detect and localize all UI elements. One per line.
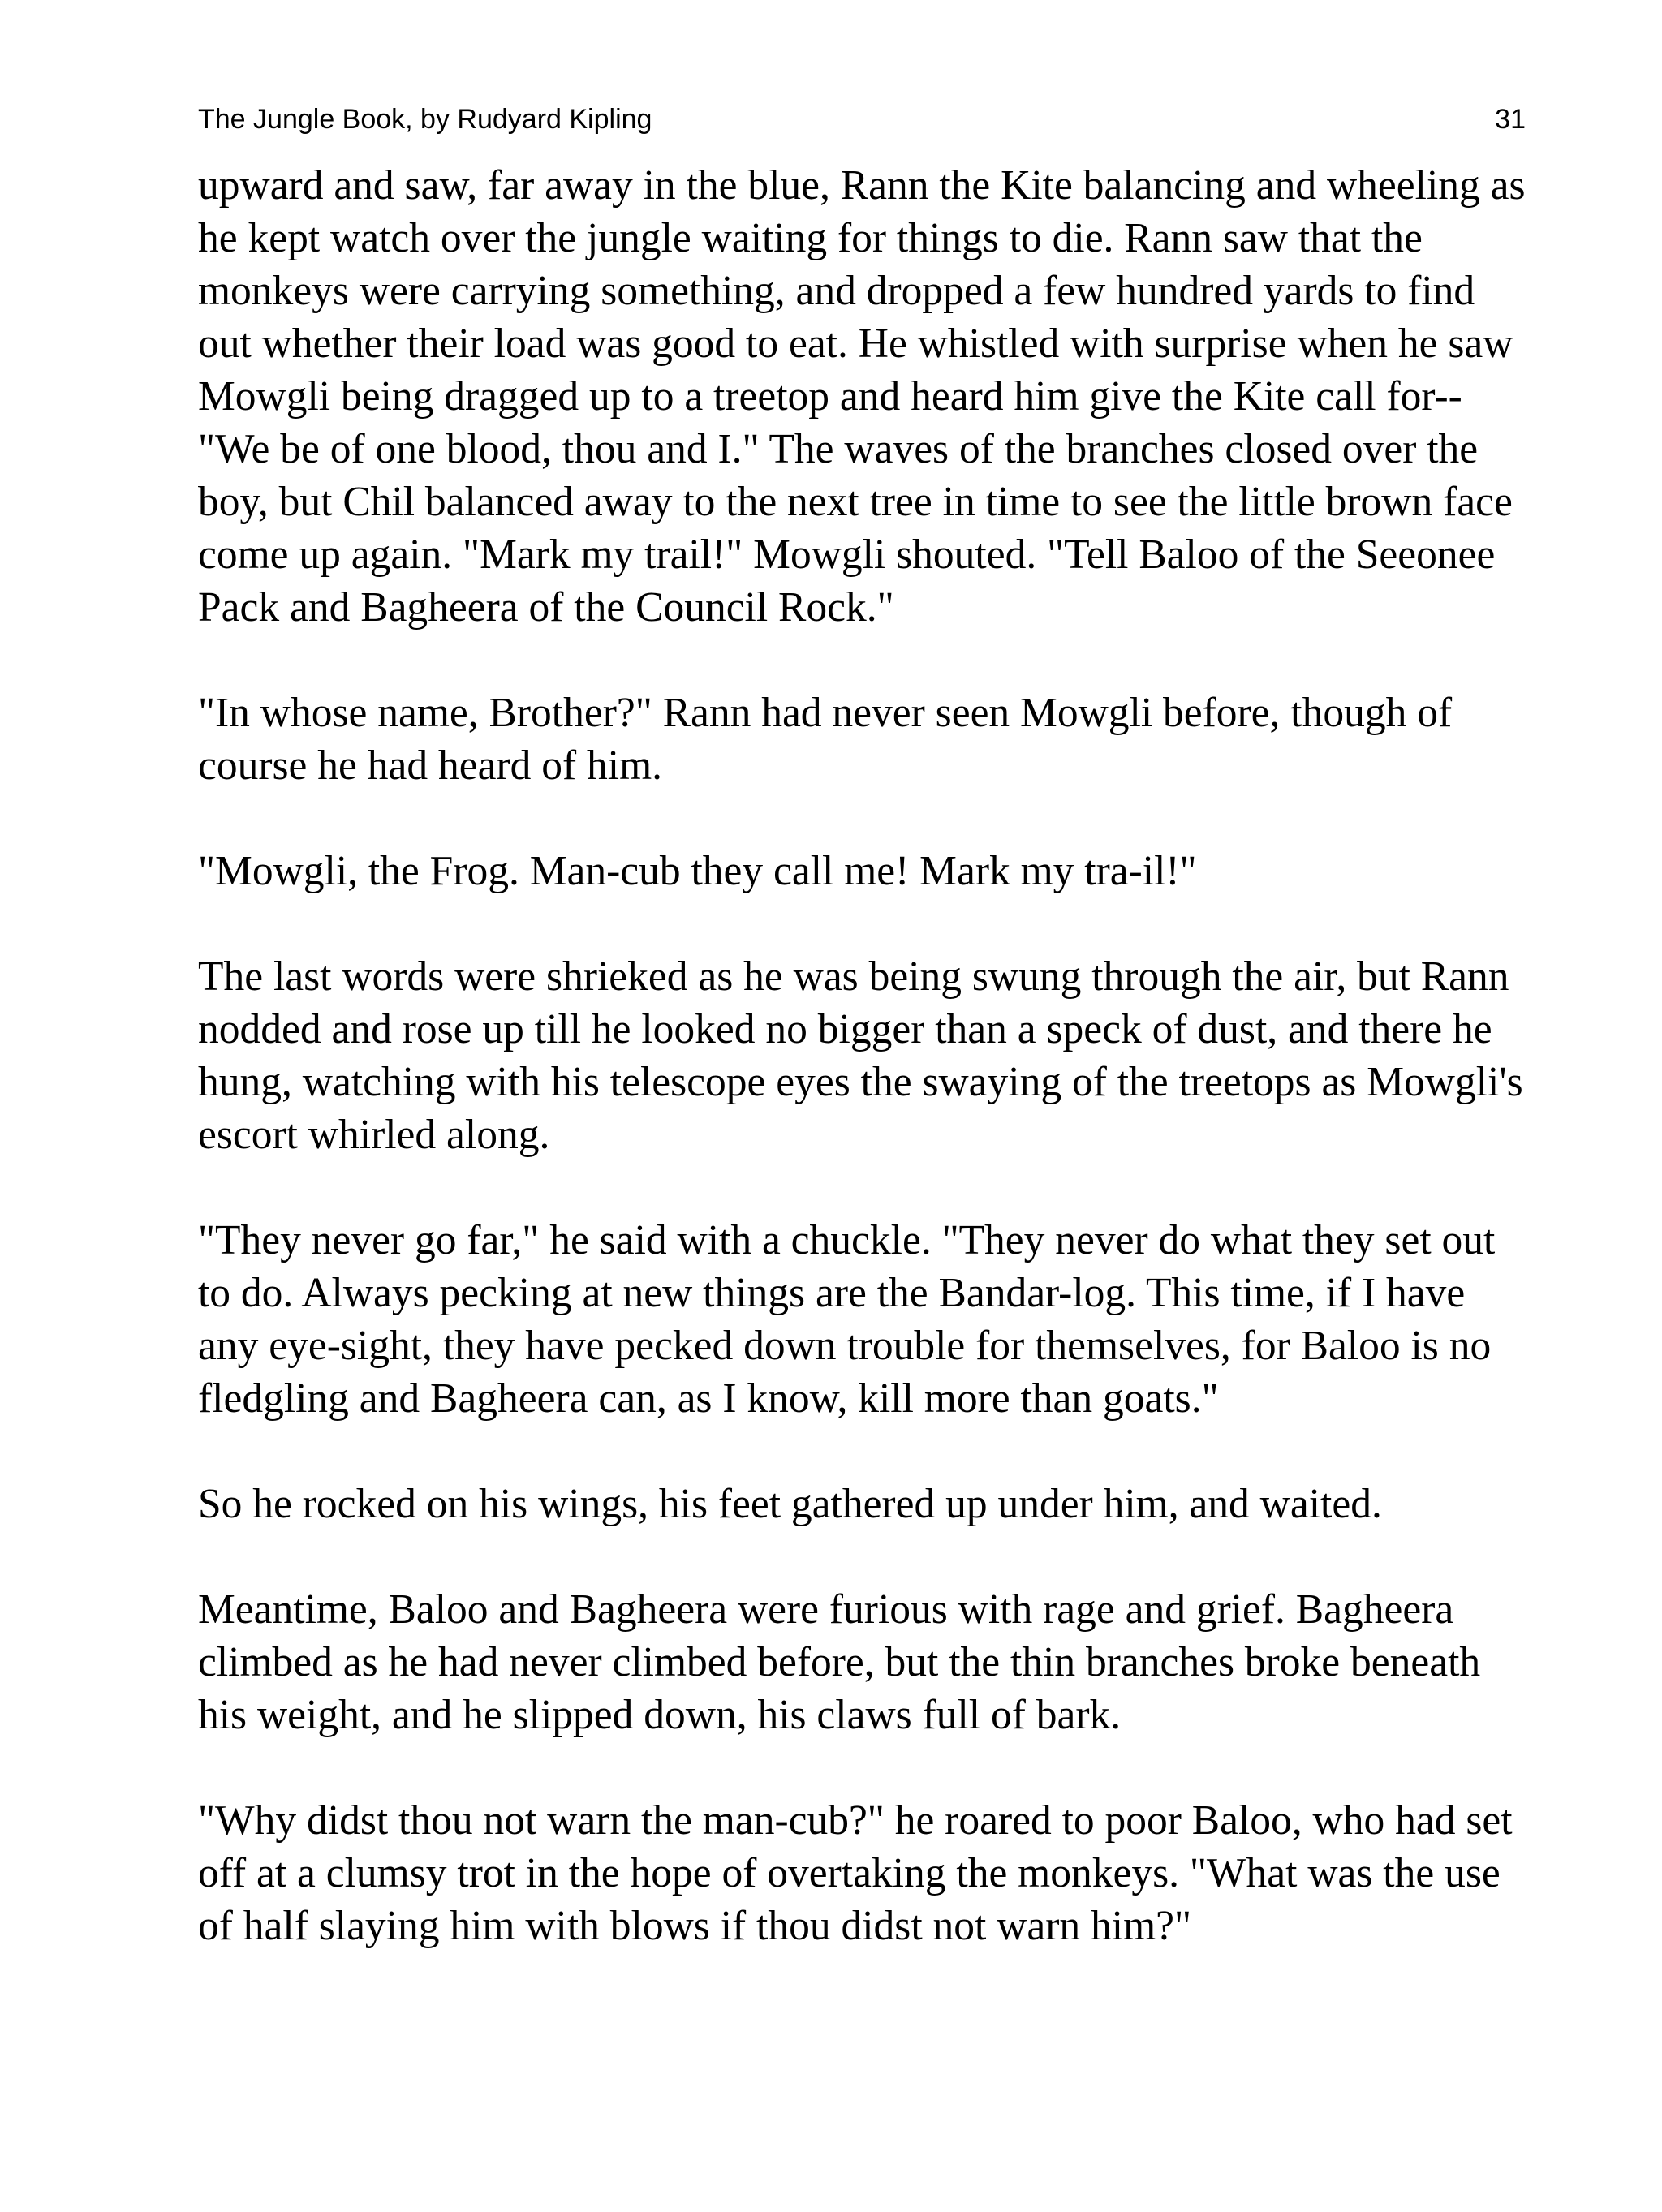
paragraph: The last words were shrieked as he was being swung through the air, but Rann nodded and rose up till he looked no bigger than a speck of dust, and there he hung, watching with his telescope eyes the swaying of the treetops as Mowgli's escort whirled along. xyxy=(198,953,1523,1158)
paragraph: "They never go far," he said with a chuckle. "They never do what they set out to do. Always pecking at new things are the Bandar-log. This time, if I have any eye-sight, they have pecked down trouble for themselves, for Baloo is no fledgling and Bagheera can, as I know, kill more than goats." xyxy=(198,1217,1496,1422)
header-title: The Jungle Book, by Rudyard Kipling xyxy=(198,104,652,135)
paragraph: "Why didst thou not warn the man-cub?" he roared to poor Baloo, who had set off at a clumsy trot in the hope of overtaking the monkeys. "What was the use of half slaying him with blows if thou didst not warn him?" xyxy=(198,1797,1513,1949)
paragraph: Meantime, Baloo and Bagheera were furious with rage and grief. Bagheera climbed as he had never climbed before, but the thin branches broke beneath his weight, and he slipped down, his claws full of bark. xyxy=(198,1586,1481,1738)
page-number: 31 xyxy=(1495,104,1526,135)
paragraph: upward and saw, far away in the blue, Rann the Kite balancing and wheeling as he kept watch over the jungle waiting for things to die. Rann saw that the monkeys were carrying something, and dropped a few hundred yards to find out whether their load was good to eat. He whistled with surprise when he saw Mowgli being dragged up to a treetop and heard him give the Kite call for--"We be of one blood, thou and I." The waves of the branches closed over the boy, but Chil balanced away to the next tree in time to see the little brown face come up again. "Mark my trail!" Mowgli shouted. "Tell Baloo of the Seeonee Pack and Bagheera of the Council Rock." xyxy=(198,162,1526,630)
paragraph: "Mowgli, the Frog. Man-cub they call me! Mark my tra-il!" xyxy=(198,848,1197,894)
paragraph: So he rocked on his wings, his feet gathered up under him, and waited. xyxy=(198,1481,1382,1527)
paragraph: "In whose name, Brother?" Rann had never seen Mowgli before, though of course he had heard of him. xyxy=(198,690,1453,789)
running-header xyxy=(198,102,1526,136)
body-text xyxy=(198,159,1529,1952)
